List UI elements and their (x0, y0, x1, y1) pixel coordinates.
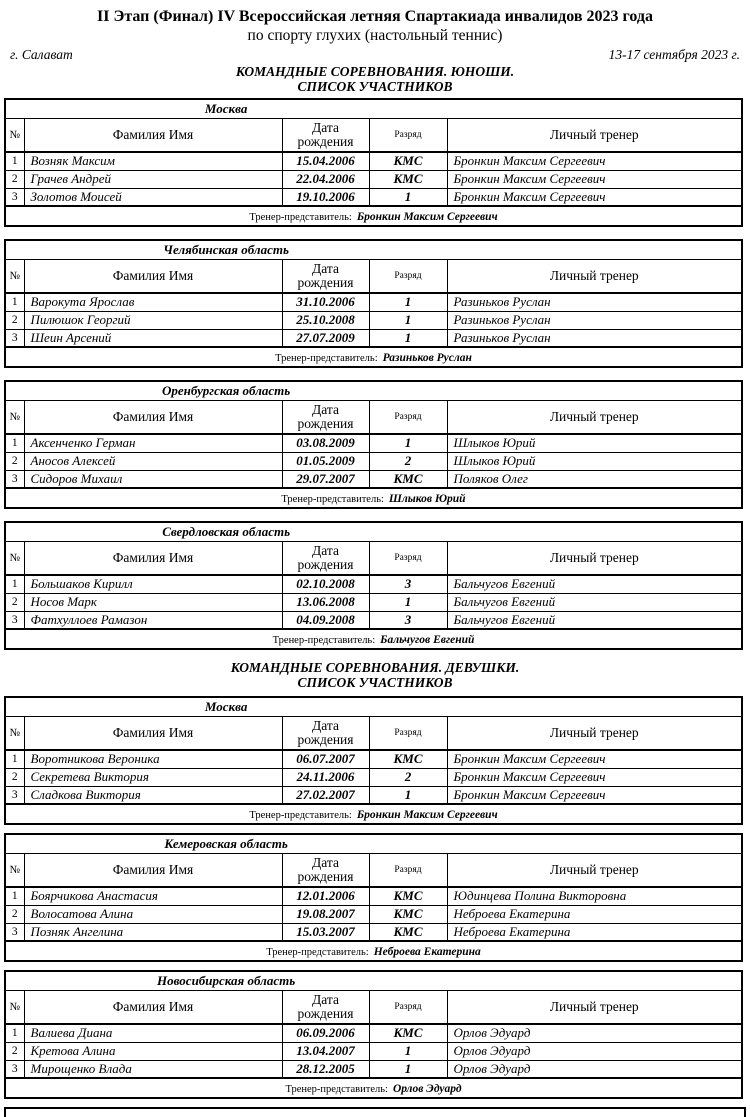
col-header-name: Фамилия Имя (24, 401, 282, 435)
col-header-dob: Дата рождения (282, 260, 369, 294)
cell-name: Фатхуллоев Рамазон (24, 611, 282, 629)
col-header-name: Фамилия Имя (24, 542, 282, 576)
cell-dob: 24.11.2006 (282, 768, 369, 786)
region-title-row (5, 834, 742, 854)
participants-body (5, 575, 742, 629)
region-title-row (5, 522, 742, 542)
cell-dob: 06.07.2007 (282, 750, 369, 768)
cell-rank: КМС (369, 470, 447, 488)
col-header-name: Фамилия Имя (24, 119, 282, 153)
col-header-num: № (5, 260, 24, 294)
section-heading-line2: СПИСОК УЧАСТНИКОВ (297, 675, 453, 690)
cell-num: 1 (5, 434, 24, 452)
cell-num: 1 (5, 152, 24, 170)
participants-table (4, 696, 743, 825)
cell-dob: 13.04.2007 (282, 1042, 369, 1060)
cell-num: 3 (5, 786, 24, 804)
participant-row (5, 575, 742, 593)
cell-dob: 27.07.2009 (282, 329, 369, 347)
section-heading-line2: СПИСОК УЧАСТНИКОВ (297, 79, 453, 94)
col-header-num: № (5, 119, 24, 153)
cell-num: 1 (5, 293, 24, 311)
cell-rank: 2 (369, 768, 447, 786)
representative-row (5, 488, 742, 508)
cell-name: Позняк Ангелина (24, 923, 282, 941)
col-header-num: № (5, 542, 24, 576)
region-title-row (5, 697, 742, 717)
participants-table (4, 380, 743, 509)
col-header-rank: Разряд (369, 854, 447, 888)
representative-label: Тренер-представитель: (281, 494, 384, 505)
participant-row (5, 887, 742, 905)
cell-name: Грачев Андрей (24, 170, 282, 188)
region-title: Кемеровская область (164, 836, 288, 851)
column-header-row (5, 119, 742, 153)
representative-name: Разиньков Руслан (382, 352, 472, 364)
col-header-num: № (5, 401, 24, 435)
cell-coach: Поляков Олег (447, 470, 742, 488)
cell-rank: КМС (369, 1024, 447, 1042)
cell-dob: 02.10.2008 (282, 575, 369, 593)
representative-label: Тренер-представитель: (285, 1084, 388, 1095)
participant-row (5, 434, 742, 452)
col-header-rank: Разряд (369, 542, 447, 576)
cell-coach: Разиньков Руслан (447, 329, 742, 347)
cell-name: Большаков Кирилл (24, 575, 282, 593)
region-title: Москва (204, 101, 248, 116)
cell-num: 1 (5, 1024, 24, 1042)
cell-rank: 1 (369, 434, 447, 452)
col-header-name: Фамилия Имя (24, 260, 282, 294)
col-header-coach: Личный тренер (447, 401, 742, 435)
cell-name: Возняк Максим (24, 152, 282, 170)
participant-row (5, 1060, 742, 1078)
participant-row (5, 152, 742, 170)
participants-table (4, 239, 743, 368)
cell-name: Волосатова Алина (24, 905, 282, 923)
column-header-row (5, 401, 742, 435)
region-title-row (5, 99, 742, 119)
representative-label: Тренер-представитель: (272, 635, 376, 646)
cell-rank: КМС (369, 750, 447, 768)
col-header-name: Фамилия Имя (24, 717, 282, 751)
participants-table (4, 521, 743, 650)
participant-row (5, 1024, 742, 1042)
col-header-num: № (5, 991, 24, 1025)
cell-dob: 27.02.2007 (282, 786, 369, 804)
cell-rank: 1 (369, 329, 447, 347)
venue-text: г. Салават (10, 47, 73, 62)
representative-row (5, 1078, 742, 1098)
sections-container (0, 64, 750, 1099)
col-header-coach: Личный тренер (447, 854, 742, 888)
cell-num: 3 (5, 470, 24, 488)
participant-row (5, 188, 742, 206)
col-header-dob: Дата рождения (282, 401, 369, 435)
cell-num: 2 (5, 311, 24, 329)
col-header-dob: Дата рождения (282, 717, 369, 751)
participants-body (5, 293, 742, 347)
cell-rank: 1 (369, 1060, 447, 1078)
col-header-coach: Личный тренер (447, 717, 742, 751)
cell-coach: Орлов Эдуард (447, 1024, 742, 1042)
cell-coach: Неброева Екатерина (447, 905, 742, 923)
cell-dob: 06.09.2006 (282, 1024, 369, 1042)
document-title: II Этап (Финал) IV Всероссийская летняя Спартакиада инвалидов 2023 года (97, 8, 653, 25)
section-tables (0, 98, 750, 650)
cell-name: Сладкова Виктория (24, 786, 282, 804)
cell-coach: Бронкин Максим Сергеевич (447, 750, 742, 768)
cell-name: Аксенченко Герман (24, 434, 282, 452)
representative-label: Тренер-представитель: (275, 353, 378, 364)
region-title-row (5, 381, 742, 401)
competition-section (0, 64, 750, 650)
cell-rank: 1 (369, 1042, 447, 1060)
cell-num: 1 (5, 887, 24, 905)
col-header-num: № (5, 717, 24, 751)
next-table-partial-border (4, 1107, 746, 1117)
participant-row (5, 329, 742, 347)
section-heading-line1: КОМАНДНЫЕ СОРЕВНОВАНИЯ. ДЕВУШКИ. (230, 660, 520, 675)
cell-coach: Неброева Екатерина (447, 923, 742, 941)
cell-dob: 22.04.2006 (282, 170, 369, 188)
cell-num: 2 (5, 170, 24, 188)
representative-name: Бронкин Максим Сергеевич (356, 211, 498, 223)
cell-name: Сидоров Михаил (24, 470, 282, 488)
section-heading (0, 660, 750, 690)
participants-body (5, 152, 742, 206)
cell-name: Мирощенко Влада (24, 1060, 282, 1078)
cell-rank: 1 (369, 293, 447, 311)
participants-body (5, 887, 742, 941)
representative-name: Шлыков Юрий (388, 493, 466, 505)
cell-num: 3 (5, 923, 24, 941)
participants-body (5, 1024, 742, 1078)
region-title: Свердловская область (162, 524, 291, 539)
participants-table (4, 833, 743, 962)
cell-rank: КМС (369, 152, 447, 170)
cell-name: Кретова Алина (24, 1042, 282, 1060)
cell-num: 2 (5, 1042, 24, 1060)
col-header-coach: Личный тренер (447, 991, 742, 1025)
cell-rank: КМС (369, 923, 447, 941)
place-date-row (0, 45, 750, 63)
cell-name: Секретева Виктория (24, 768, 282, 786)
participant-row (5, 311, 742, 329)
cell-name: Воротникова Вероника (24, 750, 282, 768)
cell-coach: Бальчугов Евгений (447, 611, 742, 629)
competition-section (0, 660, 750, 1099)
cell-rank: 1 (369, 593, 447, 611)
representative-name: Бальчугов Евгений (380, 634, 475, 646)
col-header-name: Фамилия Имя (24, 854, 282, 888)
col-header-rank: Разряд (369, 119, 447, 153)
cell-num: 2 (5, 905, 24, 923)
column-header-row (5, 260, 742, 294)
section-heading-line1: КОМАНДНЫЕ СОРЕВНОВАНИЯ. ЮНОШИ. (235, 64, 515, 79)
cell-rank: 2 (369, 452, 447, 470)
col-header-rank: Разряд (369, 401, 447, 435)
col-header-name: Фамилия Имя (24, 991, 282, 1025)
region-title: Оренбургская область (161, 383, 291, 398)
participant-row (5, 452, 742, 470)
representative-row (5, 941, 742, 961)
cell-coach: Бронкин Максим Сергеевич (447, 152, 742, 170)
participant-row (5, 786, 742, 804)
cell-num: 2 (5, 593, 24, 611)
cell-num: 2 (5, 452, 24, 470)
cell-rank: 3 (369, 611, 447, 629)
col-header-dob: Дата рождения (282, 542, 369, 576)
participant-row (5, 293, 742, 311)
document-subtitle: по спорту глухих (настольный теннис) (247, 27, 503, 44)
cell-dob: 28.12.2005 (282, 1060, 369, 1078)
participant-row (5, 768, 742, 786)
column-header-row (5, 991, 742, 1025)
cell-coach: Бальчугов Евгений (447, 593, 742, 611)
col-header-dob: Дата рождения (282, 991, 369, 1025)
representative-name: Бронкин Максим Сергеевич (356, 809, 498, 821)
participant-row (5, 611, 742, 629)
cell-dob: 13.06.2008 (282, 593, 369, 611)
participant-row (5, 750, 742, 768)
participant-row (5, 905, 742, 923)
cell-dob: 29.07.2007 (282, 470, 369, 488)
participants-body (5, 750, 742, 804)
cell-rank: КМС (369, 887, 447, 905)
col-header-coach: Личный тренер (447, 260, 742, 294)
cell-name: Пилюшок Георгий (24, 311, 282, 329)
column-header-row (5, 717, 742, 751)
cell-coach: Бронкин Максим Сергеевич (447, 170, 742, 188)
participants-table (4, 970, 743, 1099)
cell-coach: Бронкин Максим Сергеевич (447, 786, 742, 804)
representative-label: Тренер-представитель: (249, 810, 352, 821)
cell-name: Золотов Моисей (24, 188, 282, 206)
cell-dob: 31.10.2006 (282, 293, 369, 311)
cell-coach: Разиньков Руслан (447, 311, 742, 329)
cell-name: Валиева Диана (24, 1024, 282, 1042)
cell-rank: КМС (369, 170, 447, 188)
representative-row (5, 347, 742, 367)
participant-row (5, 470, 742, 488)
region-title: Новосибирская область (157, 973, 296, 988)
representative-row (5, 629, 742, 649)
cell-num: 3 (5, 1060, 24, 1078)
col-header-rank: Разряд (369, 260, 447, 294)
cell-coach: Бронкин Максим Сергеевич (447, 768, 742, 786)
cell-coach: Бальчугов Евгений (447, 575, 742, 593)
cell-coach: Шлыков Юрий (447, 452, 742, 470)
representative-label: Тренер-представитель: (249, 212, 352, 223)
representative-name: Орлов Эдуард (392, 1083, 462, 1095)
region-title: Москва (204, 699, 248, 714)
cell-dob: 15.04.2006 (282, 152, 369, 170)
region-title: Челябинская область (163, 242, 289, 257)
event-dates-text: 13-17 сентября 2023 г. (608, 47, 740, 62)
cell-rank: КМС (369, 905, 447, 923)
participant-row (5, 593, 742, 611)
cell-coach: Бронкин Максим Сергеевич (447, 188, 742, 206)
column-header-row (5, 542, 742, 576)
cell-num: 3 (5, 329, 24, 347)
col-header-coach: Личный тренер (447, 119, 742, 153)
participant-row (5, 170, 742, 188)
cell-dob: 01.05.2009 (282, 452, 369, 470)
cell-name: Аносов Алексей (24, 452, 282, 470)
participants-body (5, 434, 742, 488)
col-header-dob: Дата рождения (282, 854, 369, 888)
cell-rank: 3 (369, 575, 447, 593)
section-tables (0, 696, 750, 1099)
cell-dob: 15.03.2007 (282, 923, 369, 941)
cell-rank: 1 (369, 786, 447, 804)
representative-row (5, 206, 742, 226)
participant-row (5, 923, 742, 941)
col-header-coach: Личный тренер (447, 542, 742, 576)
cell-dob: 03.08.2009 (282, 434, 369, 452)
cell-num: 1 (5, 750, 24, 768)
region-title-row (5, 971, 742, 991)
col-header-dob: Дата рождения (282, 119, 369, 153)
cell-coach: Разиньков Руслан (447, 293, 742, 311)
cell-coach: Орлов Эдуард (447, 1060, 742, 1078)
representative-label: Тренер-представитель: (266, 947, 369, 958)
cell-coach: Шлыков Юрий (447, 434, 742, 452)
cell-name: Носов Марк (24, 593, 282, 611)
cell-name: Шеин Арсений (24, 329, 282, 347)
col-header-num: № (5, 854, 24, 888)
cell-dob: 25.10.2008 (282, 311, 369, 329)
cell-rank: 1 (369, 311, 447, 329)
column-header-row (5, 854, 742, 888)
section-heading (0, 64, 750, 94)
cell-name: Боярчикова Анастасия (24, 887, 282, 905)
representative-name: Неброева Екатерина (373, 946, 481, 958)
participant-row (5, 1042, 742, 1060)
cell-dob: 19.10.2006 (282, 188, 369, 206)
cell-num: 1 (5, 575, 24, 593)
cell-dob: 04.09.2008 (282, 611, 369, 629)
cell-rank: 1 (369, 188, 447, 206)
cell-coach: Орлов Эдуард (447, 1042, 742, 1060)
col-header-rank: Разряд (369, 991, 447, 1025)
region-title-row (5, 240, 742, 260)
cell-coach: Юдинцева Полина Викторовна (447, 887, 742, 905)
cell-num: 3 (5, 611, 24, 629)
cell-dob: 19.08.2007 (282, 905, 369, 923)
participants-table (4, 98, 743, 227)
cell-num: 2 (5, 768, 24, 786)
col-header-rank: Разряд (369, 717, 447, 751)
representative-row (5, 804, 742, 824)
cell-name: Варокута Ярослав (24, 293, 282, 311)
cell-num: 3 (5, 188, 24, 206)
cell-dob: 12.01.2006 (282, 887, 369, 905)
